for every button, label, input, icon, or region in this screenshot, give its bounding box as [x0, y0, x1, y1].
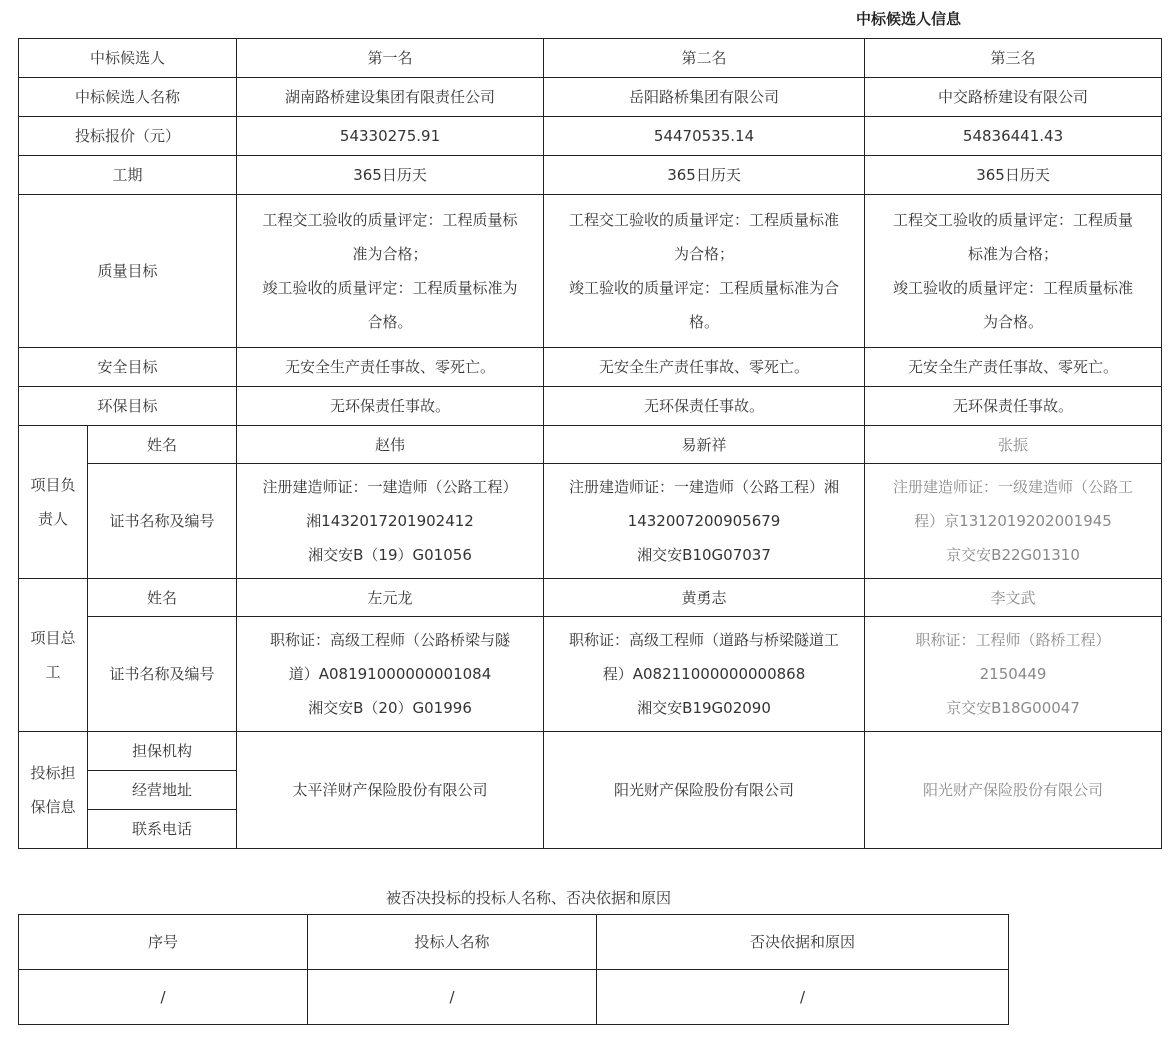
cell: / — [308, 970, 597, 1025]
page-title: 中标候选人信息 — [856, 10, 962, 28]
candidate-table — [18, 38, 1162, 849]
engineer-group-label: 项目总 工 — [19, 579, 88, 732]
cell: 左元龙 — [237, 579, 544, 617]
rank-2: 第二名 — [544, 39, 865, 78]
row-label: 安全目标 — [19, 348, 237, 387]
sub-label: 证书名称及编号 — [88, 617, 237, 732]
header-row — [19, 39, 1162, 78]
rank-1: 第一名 — [237, 39, 544, 78]
sub-label: 经营地址 — [88, 771, 237, 810]
cell: 职称证：高级工程师（公路桥梁与隧 道）A08191000000001084 湘交安B（20）G01996 — [237, 617, 544, 732]
cell: 54330275.91 — [237, 117, 544, 156]
cell: 54470535.14 — [544, 117, 865, 156]
row-quality — [19, 195, 1162, 348]
guarantee-row-1 — [19, 732, 1162, 771]
rank-3: 第三名 — [865, 39, 1162, 78]
header-label: 中标候选人 — [19, 39, 237, 78]
cell: 湖南路桥建设集团有限责任公司 — [237, 78, 544, 117]
row-label: 中标候选人名称 — [19, 78, 237, 117]
row-name — [19, 78, 1162, 117]
cell: 李文武 — [865, 579, 1162, 617]
cell: 工程交工验收的质量评定：工程质量标 准为合格； 竣工验收的质量评定：工程质量标准为 合格。 — [237, 195, 544, 348]
cell: 赵伟 — [237, 426, 544, 464]
manager-group-label: 项目负 责人 — [19, 426, 88, 579]
sub-label: 证书名称及编号 — [88, 464, 237, 579]
sub-label: 姓名 — [88, 579, 237, 617]
manager-cert-row — [19, 464, 1162, 579]
cell: 易新祥 — [544, 426, 865, 464]
row-label: 工期 — [19, 156, 237, 195]
cell: 365日历天 — [865, 156, 1162, 195]
cell: 365日历天 — [237, 156, 544, 195]
rejected-title: 被否决投标的投标人名称、否决依据和原因 — [386, 889, 672, 907]
rejected-table — [18, 914, 1009, 1025]
sub-label: 联系电话 — [88, 810, 237, 849]
cell: 阳光财产保险股份有限公司 — [544, 732, 865, 849]
row-label: 质量目标 — [19, 195, 237, 348]
row-duration — [19, 156, 1162, 195]
header-cell: 否决依据和原因 — [597, 915, 1009, 970]
row-label: 投标报价（元） — [19, 117, 237, 156]
row-price — [19, 117, 1162, 156]
cell: 无环保责任事故。 — [544, 387, 865, 426]
engineer-name-row — [19, 579, 1162, 617]
cell: 注册建造师证：一建造师（公路工程） 湘1432017201902412 湘交安B（19）G01056 — [237, 464, 544, 579]
cell: 黄勇志 — [544, 579, 865, 617]
manager-name-row — [19, 426, 1162, 464]
cell: / — [597, 970, 1009, 1025]
engineer-cert-row — [19, 617, 1162, 732]
header-cell: 投标人名称 — [308, 915, 597, 970]
cell: 工程交工验收的质量评定：工程质量 标准为合格； 竣工验收的质量评定：工程质量标准 为合格。 — [865, 195, 1162, 348]
cell: 工程交工验收的质量评定：工程质量标准 为合格； 竣工验收的质量评定：工程质量标准为合 格。 — [544, 195, 865, 348]
cell: / — [19, 970, 308, 1025]
cell: 无环保责任事故。 — [237, 387, 544, 426]
cell: 职称证：工程师（路桥工程） 2150449 京交安B18G00047 — [865, 617, 1162, 732]
cell: 职称证：高级工程师（道路与桥梁隧道工 程）A08211000000000868 湘交安B19G02090 — [544, 617, 865, 732]
row-safety — [19, 348, 1162, 387]
guarantee-group-label: 投标担 保信息 — [19, 732, 88, 849]
cell: 无环保责任事故。 — [865, 387, 1162, 426]
rejected-header-row — [19, 915, 1009, 970]
cell: 注册建造师证：一建造师（公路工程）湘 1432007200905679 湘交安B10G07037 — [544, 464, 865, 579]
cell: 岳阳路桥集团有限公司 — [544, 78, 865, 117]
cell: 注册建造师证：一级建造师（公路工 程）京1312019202001945 京交安B22G01310 — [865, 464, 1162, 579]
cell: 太平洋财产保险股份有限公司 — [237, 732, 544, 849]
cell: 中交路桥建设有限公司 — [865, 78, 1162, 117]
cell: 无安全生产责任事故、零死亡。 — [865, 348, 1162, 387]
sub-label: 姓名 — [88, 426, 237, 464]
rejected-row — [19, 970, 1009, 1025]
header-cell: 序号 — [19, 915, 308, 970]
cell: 张振 — [865, 426, 1162, 464]
cell: 无安全生产责任事故、零死亡。 — [237, 348, 544, 387]
cell: 阳光财产保险股份有限公司 — [865, 732, 1162, 849]
sub-label: 担保机构 — [88, 732, 237, 771]
row-label: 环保目标 — [19, 387, 237, 426]
cell: 54836441.43 — [865, 117, 1162, 156]
cell: 无安全生产责任事故、零死亡。 — [544, 348, 865, 387]
cell: 365日历天 — [544, 156, 865, 195]
row-env — [19, 387, 1162, 426]
